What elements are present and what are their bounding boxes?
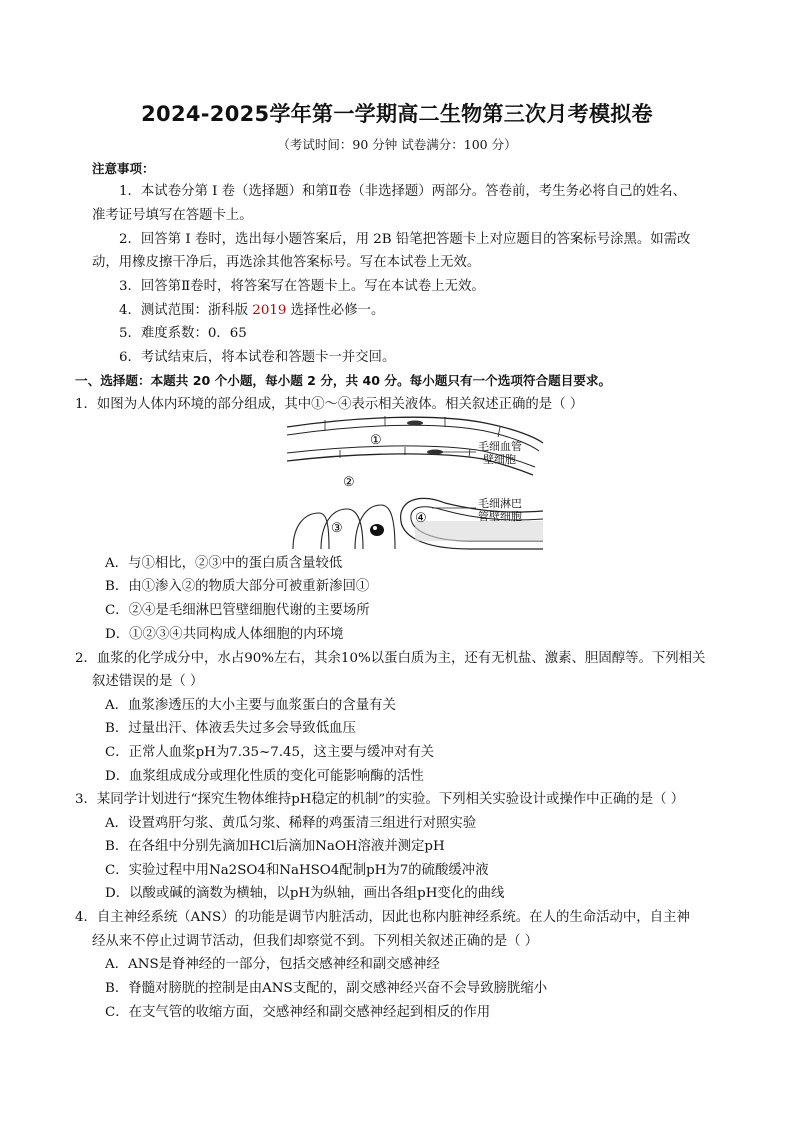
notice-item-1: 1．本试卷分第 I 卷（选择题）和第Ⅱ卷（非选择题）两部分。答卷前，考生务必将自己的姓名、 [119, 184, 687, 199]
range-highlight: 2019 [252, 303, 287, 318]
q4-option-b[interactable]: B．脊髓对膀胱的控制是由ANS支配的，副交感神经兴奋不会导致膀胱缩小 [105, 981, 548, 996]
question-3-stem: 3．某同学计划进行“探究生物体维持pH稳定的机制”的实验。下列相关实验设计或操作中正确的是（ ） [75, 792, 685, 807]
capillary-nucleus [407, 421, 423, 426]
exam-subtitle: （考试时间：90 分钟 试卷满分：100 分） [277, 137, 517, 152]
q1-option-b[interactable]: B．由①渗入②的物质大部分可被重新渗回① [105, 579, 370, 594]
notice-item-6: 6．考试结束后，将本试卷和答题卡一并交回。 [119, 350, 396, 365]
q1-option-a[interactable]: A．与①相比，②③中的蛋白质含量较低 [105, 556, 343, 571]
internal-environment-figure [285, 415, 545, 555]
label-lymph-4: ④ [415, 511, 427, 526]
label-intracellular-3: ③ [331, 521, 343, 536]
callout-lymph-wall-line2: 管壁细胞 [478, 510, 522, 523]
question-4-stem: 4．自主神经系统（ANS）的功能是调节内脏活动，因此也称内脏神经系统。在人的生命活动中，自主神 [75, 910, 690, 925]
label-tissue-fluid-2: ② [343, 475, 355, 490]
q3-option-c[interactable]: C．实验过程中用Na2SO4和NaHSO4配制pH为7的硫酸缓冲液 [105, 863, 489, 878]
q4-option-a[interactable]: A．ANS是脊神经的一部分，包括交感神经和副交感神经 [105, 957, 440, 972]
notice-item-5: 5．难度系数：0．65 [119, 326, 247, 341]
q2-option-b[interactable]: B．过量出汗、体液丢失过多会导致低血压 [105, 721, 356, 736]
notice-item-1-cont: 准考证号填写在答题卡上。 [92, 208, 253, 223]
question-2-stem: 2．血浆的化学成分中，水占90%左右，其余10%以蛋白质为主，还有无机盐、激素、胆固醇等。下列相关 [75, 651, 706, 666]
q1-option-d[interactable]: D．①②③④共同构成人体细胞的内环境 [105, 627, 344, 642]
question-4-stem-cont: 经从来不停止过调节活动，但我们却察觉不到。下列相关叙述正确的是（ ） [92, 934, 539, 949]
notice-item-4 [119, 302, 384, 320]
q2-option-a[interactable]: A．血浆渗透压的大小主要与血浆蛋白的含量有关 [105, 698, 396, 713]
tissue-cell-nucleus [370, 524, 384, 536]
q4-option-c[interactable]: C．在支气管的收缩方面，交感神经和副交感神经起到相反的作用 [105, 1005, 491, 1020]
q3-option-d[interactable]: D．以酸或碱的滴数为横轴，以pH为纵轴，画出各组pH变化的曲线 [105, 886, 505, 901]
section-heading: 一、选择题：本题共 20 个小题，每小题 2 分，共 40 分。每小题只有一个选项符合题目要求。 [75, 373, 612, 388]
notice-item-4-rest: 选择性必修一。 [286, 303, 385, 318]
q3-option-b[interactable]: B．在各组中分别先滴加HCl后滴加NaOH溶液并测定pH [105, 839, 445, 854]
q2-option-d[interactable]: D．血浆组成成分或理化性质的变化可能影响酶的活性 [105, 769, 424, 784]
question-2-stem-cont: 叙述错误的是（ ） [92, 674, 204, 689]
notice-heading: 注意事项： [92, 161, 155, 176]
tissue-cell-nucleus-highlight [373, 526, 377, 530]
q2-option-c[interactable]: C．正常人血浆pH为7.35~7.45，这主要与缓冲对有关 [105, 745, 434, 760]
notice-item-2-cont: 动，用橡皮擦干净后，再选涂其他答案标号。写在本试卷上无效。 [92, 255, 481, 270]
question-1-stem: 1．如图为人体内环境的部分组成，其中①～④表示相关液体。相关叙述正确的是（ ） [75, 397, 584, 412]
callout-capillary-wall-line2: 壁细胞 [483, 453, 516, 466]
q1-option-c[interactable]: C．②④是毛细淋巴管壁细胞代谢的主要场所 [105, 603, 370, 618]
exam-title: 2024-2025学年第一学期高二生物第三次月考模拟卷 [141, 102, 653, 126]
notice-item-4-label: 4．测试范围：浙科版 [119, 303, 253, 318]
label-plasma-1: ① [370, 433, 382, 448]
callout-capillary-wall-line1: 毛细血管 [478, 440, 522, 453]
notice-item-3: 3．回答第Ⅱ卷时，将答案写在答题卡上。写在本试卷上无效。 [119, 279, 485, 294]
q3-option-a[interactable]: A．设置鸡肝匀浆、黄瓜匀浆、稀释的鸡蛋清三组进行对照实验 [105, 816, 477, 831]
callout-lymph-wall-line1: 毛细淋巴 [478, 497, 522, 510]
notice-item-2: 2．回答第 I 卷时，选出每小题答案后，用 2B 铅笔把答题卡上对应题目的答案标号涂黑。如需改 [119, 232, 691, 247]
